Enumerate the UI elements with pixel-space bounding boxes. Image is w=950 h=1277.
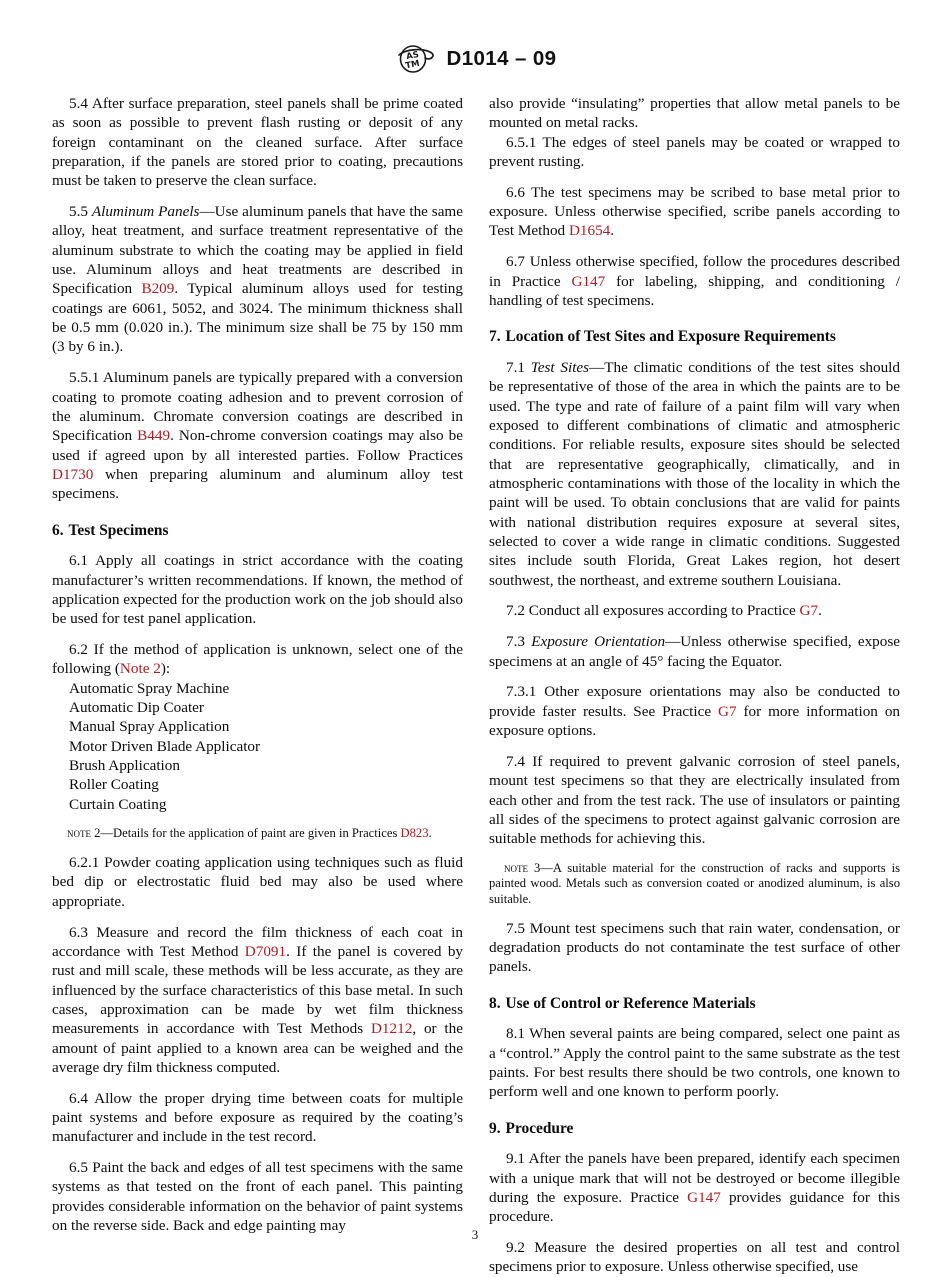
list-item: Manual Spray Application	[69, 718, 230, 736]
paragraph-6-5-continued: also provide “insulating” properties that allow metal panels to be mounted on metal racks.	[489, 95, 900, 132]
note-2-text-b: .	[428, 826, 432, 841]
svg-text:TM: TM	[405, 58, 422, 72]
reference-d1730[interactable]: D1730	[52, 465, 94, 483]
reference-d1654[interactable]: D1654	[568, 222, 611, 240]
list-item: Brush Application	[69, 757, 180, 775]
reference-g7[interactable]: G7	[799, 602, 819, 620]
section-number-9: 9.	[489, 1119, 501, 1137]
reference-g147-second[interactable]: G147	[687, 1188, 721, 1206]
list-item: Curtain Coating	[69, 795, 167, 813]
right-column	[489, 94, 901, 1276]
section-heading-7	[489, 327, 900, 346]
paragraph-5-5	[52, 202, 463, 357]
paragraph-7-2-text-a: 7.2 Conduct all exposures according to Practice	[506, 602, 800, 620]
reference-d7091[interactable]: D7091	[244, 942, 287, 960]
body-columns	[52, 94, 901, 1276]
section-title-7: Location of Test Sites and Exposure Requirements	[505, 328, 836, 346]
section-title-9: Procedure	[505, 1119, 574, 1137]
section-title-6: Test Specimens	[68, 521, 169, 539]
astm-logo-icon	[393, 44, 437, 74]
paragraph-7-5: 7.5 Mount test specimens such that rain water, condensation, or degradation products do not contaminate the test surface of other panels.	[489, 919, 900, 976]
paragraph-7-3-1-text-a: 7.3.1 Other exposure orientations may also be conducted to provide faster results. See Practice	[489, 683, 900, 720]
paragraph-6-6-text-b: .	[610, 222, 615, 240]
paragraph-6-2	[52, 640, 463, 679]
paragraph-6-1: 6.1 Apply all coatings in strict accordance with the coating manufacturer’s written recommendations. If known, the method of application expected for the production work on the job should also be used for test panel application.	[52, 552, 463, 628]
paragraph-6-4: 6.4 Allow the proper drying time between coats for multiple paint systems and before exposure as required by the coating’s manufacturer and include in the test record.	[52, 1089, 463, 1146]
paragraph-6-7-text-a: 6.7 Unless otherwise specified, follow the procedures described in Practice	[489, 253, 900, 290]
paragraph-6-7-text-b: for labeling, shipping, and conditioning / handling of test specimens.	[489, 272, 900, 309]
page-footer	[0, 1226, 950, 1244]
section-heading-6	[52, 521, 463, 540]
paragraph-6-7	[489, 252, 900, 310]
reference-g147[interactable]: G147	[571, 272, 606, 290]
section-heading-9	[489, 1119, 900, 1138]
paragraph-5-5-text-b: . Typical aluminum alloys used for testing coatings are 6061, 5052, and 3024. The minimum thickness shall be 0.5 mm (0.020 in.). The minimum size shall be 75 by 150 mm (3 by 6 in.).	[52, 280, 463, 356]
paragraph-7-3	[489, 632, 900, 671]
clause-number-5-5: 5.5	[69, 203, 92, 221]
paragraph-9-1-text-b: provides guidance for this procedure.	[489, 1188, 900, 1226]
note-3	[489, 861, 900, 907]
paragraph-7-3-text: —Unless otherwise specified, expose specimens at an angle of 45° facing the Equator.	[489, 633, 901, 670]
reference-note-2[interactable]: Note 2	[119, 660, 161, 678]
paragraph-5-5-1	[52, 368, 463, 503]
clause-number-7-3: 7.3	[506, 633, 532, 651]
paragraph-6-3-text-b: . If the panel is covered by rust and mill scale, these methods will be less accurate, as they are influenced by the surface characteristics of this base metal. In such cases, approximation can be made by wet film thickness measurements in accordance with Test Methods	[52, 942, 464, 1038]
paragraph-6-3-text-a: 6.3 Measure and record the film thickness of each coat in accordance with Test Method	[52, 923, 463, 960]
section-title-8: Use of Control or Reference Materials	[505, 994, 756, 1012]
note-3-text: 3—A suitable material for the construction of racks and supports is painted wood. Metals such as conversion coated or anodized aluminum, is also suitable.	[489, 860, 900, 906]
paragraph-8-1: 8.1 When several paints are being compared, select one paint as a “control.” Apply the control paint to the same substrate as the test paints. For best results there should be two controls, one known to perform well and one known to perform poorly.	[489, 1025, 900, 1101]
paragraph-6-2-text-a: 6.2 If the method of application is unknown, select one of the following (	[52, 641, 463, 678]
reference-d1212[interactable]: D1212	[370, 1020, 413, 1038]
paragraph-6-3	[52, 923, 463, 1078]
clause-title-test-sites: Test Sites	[530, 359, 590, 377]
section-number-6: 6.	[52, 521, 64, 539]
list-item: Automatic Dip Coater	[69, 699, 204, 717]
paragraph-5-5-text-a: —Use aluminum panels that have the same alloy, heat treatment, and surface treatment representative of the aluminum substrate to which the coating may be applied in field use. Aluminum alloys and heat treatments are described in Specification	[52, 203, 463, 298]
note-2	[52, 826, 463, 841]
list-item: Motor Driven Blade Applicator	[69, 737, 261, 755]
paragraph-6-5: 6.5 Paint the back and edges of all test specimens with the same systems as that tested on the front of each panel. This painting provides considerable information on the behavior of paint systems on the reverse side. Back and edge painting may	[52, 1159, 463, 1235]
clause-title-exposure-orientation: Exposure Orientation	[531, 633, 666, 651]
note-3-label: note	[504, 860, 528, 875]
reference-b449[interactable]: B449	[137, 427, 171, 445]
paragraph-9-1	[489, 1149, 900, 1226]
paragraph-6-2-1: 6.2.1 Powder coating application using techniques such as fluid bed dip or electrostatic fluid bed may also be used where appropriate.	[52, 854, 463, 910]
paragraph-6-3-text-c: , or the amount of paint applied to a known area can be weighed and the average dry film thickness computed.	[52, 1020, 463, 1076]
clause-number-7-1: 7.1	[506, 359, 531, 377]
clause-title-aluminum-panels: Aluminum Panels	[91, 203, 200, 221]
list-item: Automatic Spray Machine	[69, 679, 230, 697]
svg-text:AS: AS	[405, 49, 421, 63]
paragraph-7-1-text: —The climatic conditions of the test sites should be representative of those of the area in which the paints are to be used. The type and rate of failure of a paint film will vary when exposed to different combinations of climatic and atmospheric conditions. For reliable results, exposure sites should be selected that are representative geographically, climatically, and in atmospheric contaminations with those of the locality in which the paint will be used. To obtain conclusions that are valid for paints with national distribution requires exposure at several sites, selected to cover a wide range in climatic conditions. Suggested sites include south Florida, Great Lakes region, hot desert southwest, the northeast, and extreme southern Louisiana.	[489, 359, 900, 589]
list-item: Roller Coating	[69, 776, 159, 794]
paragraph-5-5-1-text-c: when preparing aluminum and aluminum alloy test specimens.	[52, 465, 463, 503]
paragraph-7-4: 7.4 If required to prevent galvanic corrosion of steel panels, mount test specimens so that they are electrically insulated from each other and from the test rack. The use of insulators or painting all sides of the specimens to protect against galvanic corrosion are suitable methods for achieving this.	[489, 752, 900, 848]
paragraph-6-6	[489, 183, 900, 241]
reference-g7-second[interactable]: G7	[717, 702, 737, 720]
paragraph-7-2	[489, 601, 900, 620]
note-2-label: note	[67, 826, 91, 841]
document-designation: D1014 – 09	[446, 47, 557, 70]
paragraph-7-1	[489, 358, 900, 590]
reference-d823[interactable]: D823	[400, 826, 429, 841]
paragraph-7-3-1	[489, 682, 900, 740]
paragraph-7-3-1-text-b: for more information on exposure options.	[489, 702, 901, 740]
application-method-list	[52, 679, 463, 814]
paragraph-5-5-1-text-a: 5.5.1 Aluminum panels are typically prepared with a conversion coating to promote coating adhesion and to prevent corrosion of the aluminum. Chromate conversion coatings are described in Specification	[52, 369, 463, 445]
section-number-8: 8.	[489, 994, 501, 1012]
paragraph-7-2-text-b: .	[818, 602, 822, 620]
page-number: 3	[471, 1227, 479, 1242]
paragraph-5-5-1-text-b: . Non-chrome conversion coatings may also be used if agreed upon by all interested parties. Follow Practices	[52, 427, 463, 464]
page-header	[0, 44, 950, 74]
section-heading-8	[489, 994, 900, 1013]
paragraph-6-2-text-b: ):	[160, 660, 171, 678]
left-column	[52, 94, 464, 1235]
note-2-text-a: 2—Details for the application of paint are given in Practices	[91, 826, 401, 841]
paragraph-9-1-text-a: 9.1 After the panels have been prepared, identify each specimen with a unique mark that will not be destroyed or become illegible during the exposure. Practice	[489, 1150, 900, 1206]
paragraph-6-5-1: 6.5.1 The edges of steel panels may be coated or wrapped to prevent rusting.	[489, 133, 900, 170]
paragraph-5-4: 5.4 After surface preparation, steel panels shall be prime coated as soon as possible to prevent flash rusting or deposit of any foreign contaminant on the cleaned surface. After surface preparation, if the panels are stored prior to coating, precautions must be taken to preserve the clean surface.	[52, 95, 463, 190]
paragraph-6-6-text-a: 6.6 The test specimens may be scribed to base metal prior to exposure. Unless otherwise specified, scribe panels according to Test Method	[489, 183, 900, 240]
section-number-7: 7.	[489, 328, 501, 346]
reference-b209[interactable]: B209	[141, 280, 175, 298]
paragraph-9-2: 9.2 Measure the desired properties on all test and control specimens prior to exposure. Unless otherwise specified, use	[489, 1239, 900, 1276]
